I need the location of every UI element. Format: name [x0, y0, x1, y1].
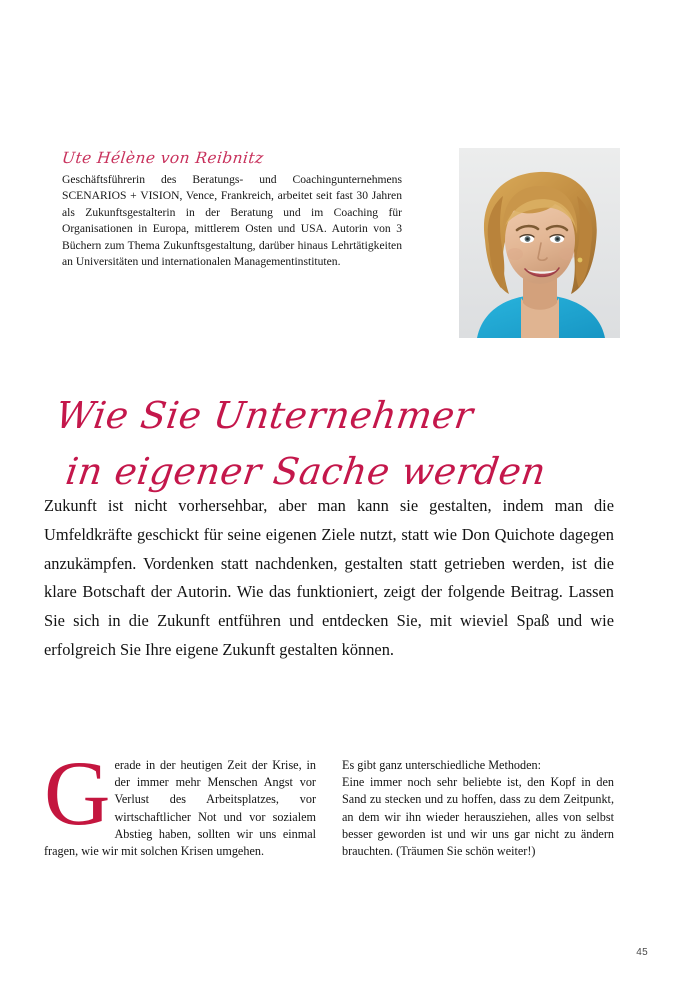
- body-column-right: [342, 757, 614, 860]
- portrait-illustration: [459, 148, 620, 338]
- author-bio-text: Geschäftsführerin des Beratungs- und Coachingunternehmens SCENARIOS + VISION, Vence, Frankreich, arbeitet seit fast 30 Jahren als Zukunftsgestalterin in der Beratung und im Coaching für Organisationen in Europa, mittlerem Osten und USA. Autorin von 3 Büchern zum Thema Zukunftsgestaltung, darüber hinaus Lehrtätigkeiten an Universitäten und internationalen Managementinstituten.: [62, 173, 402, 269]
- body-text-left: erade in der heutigen Zeit der Krise, in der immer mehr Menschen Angst vor Verlust des Arbeitsplatzes, vor wirtschaftlicher Not und vor sozialem Abstieg haben, sollten wir uns einmal fragen, wie wir mit solchen Krisen umgehen.: [44, 758, 316, 859]
- body-column-left: [44, 742, 316, 860]
- author-portrait-photo: [459, 148, 620, 338]
- page-number: 45: [636, 947, 648, 958]
- body-columns: [44, 742, 614, 907]
- drop-cap: G: [44, 742, 111, 844]
- body-intro-right: Es gibt ganz unterschiedliche Methoden:: [342, 758, 542, 772]
- body-paragraph-right: [342, 757, 614, 860]
- headline-line-1: Wie Sie Unternehmer: [53, 394, 476, 438]
- lead-paragraph: Zukunft ist nicht vorhersehbar, aber man kann sie gestalten, indem man die Umfeldkräfte geschickt für seine eigenen Ziele nutzt, statt wie Don Quichote dagegen anzukämpfen. Vordenken statt nachdenken, gestalten statt getrieben werden, ist die klare Botschaft der Autorin. Wie das funktioniert, zeigt der folgende Beitrag. Lassen Sie sich in die Zukunft entführen und entdecken Sie, mit wieviel Spaß und wie erfolgreich Sie Ihre eigene Zukunft gestalten können.: [44, 496, 614, 659]
- article-headline: [50, 393, 650, 495]
- body-paragraph-left: [44, 742, 316, 860]
- author-block: [62, 150, 402, 270]
- headline-line-2: in eigener Sache werden: [63, 450, 549, 494]
- body-text-right: Eine immer noch sehr beliebte ist, den Kopf in den Sand zu stecken und zu hoffen, dass zu dem Zeitpunkt, an dem wir ihn wieder herausziehen, alles von selbst besser geworden ist und wir uns gar nicht zu ändern brauchten. (Träumen Sie schön weiter!): [342, 775, 614, 859]
- author-name: Ute Hélène von Reibnitz: [61, 149, 265, 167]
